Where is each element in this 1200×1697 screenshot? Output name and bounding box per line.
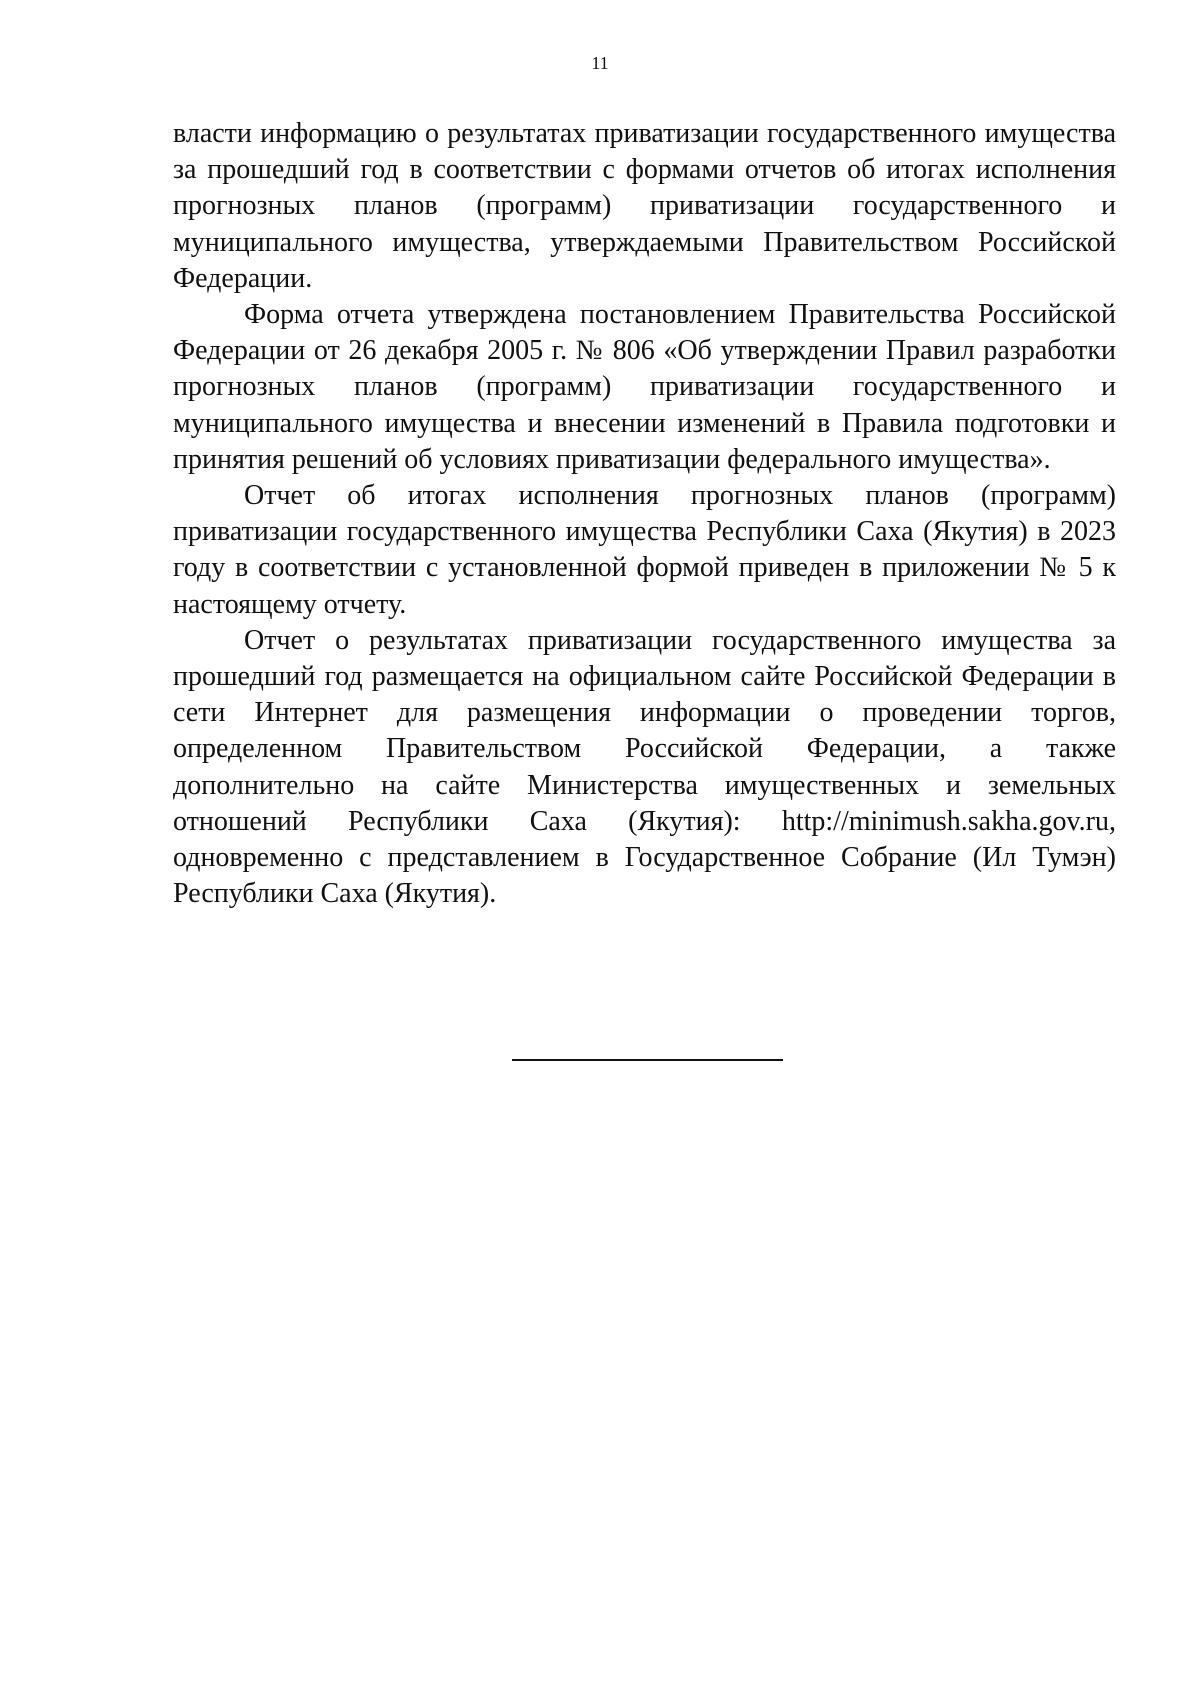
document-body bbox=[173, 116, 1116, 912]
end-of-document-rule bbox=[512, 1059, 783, 1061]
paragraph-report-publication: Отчет о результатах приватизации государственного имущества за прошедший год размещается на официальном сайте Российской Федерации в сети Интернет для размещения информации о проведении торгов, определенном Правительством Российской Федерации, а также дополнительно на сайте Министерства имущественных и земельных отношений Республики Саха (Якутия): http://minimush.sakha.gov.ru, одновременно с представлением в Государственное Собрание (Ил Тумэн) Республики Саха (Якутия). bbox=[173, 624, 1116, 910]
page-number: 11 bbox=[591, 53, 609, 73]
paragraph-report-appendix: Отчет об итогах исполнения прогнозных планов (программ) приватизации государственного имущества Республики Саха (Якутия) в 2023 году в соответствии с установленной формой приведен в приложении № 5 к настоящему отчету. bbox=[173, 480, 1116, 620]
paragraph-report-form: Форма отчета утверждена постановлением Правительства Российской Федерации от 26 декабря 2005 г. № 806 «Об утверждении Правил разработки прогнозных планов (программ) приватизации государственного и муниципального имущества и внесении изменений в Правила подготовки и принятия решений об условиях приватизации федерального имущества». bbox=[173, 299, 1116, 475]
paragraph-continuation: власти информацию о результатах приватизации государственного имущества за прошедший год в соответствии с формами отчетов об итогах исполнения прогнозных планов (программ) приватизации государственного и муниципального имущества, утверждаемыми Правительством Российской Федерации. bbox=[173, 118, 1116, 294]
